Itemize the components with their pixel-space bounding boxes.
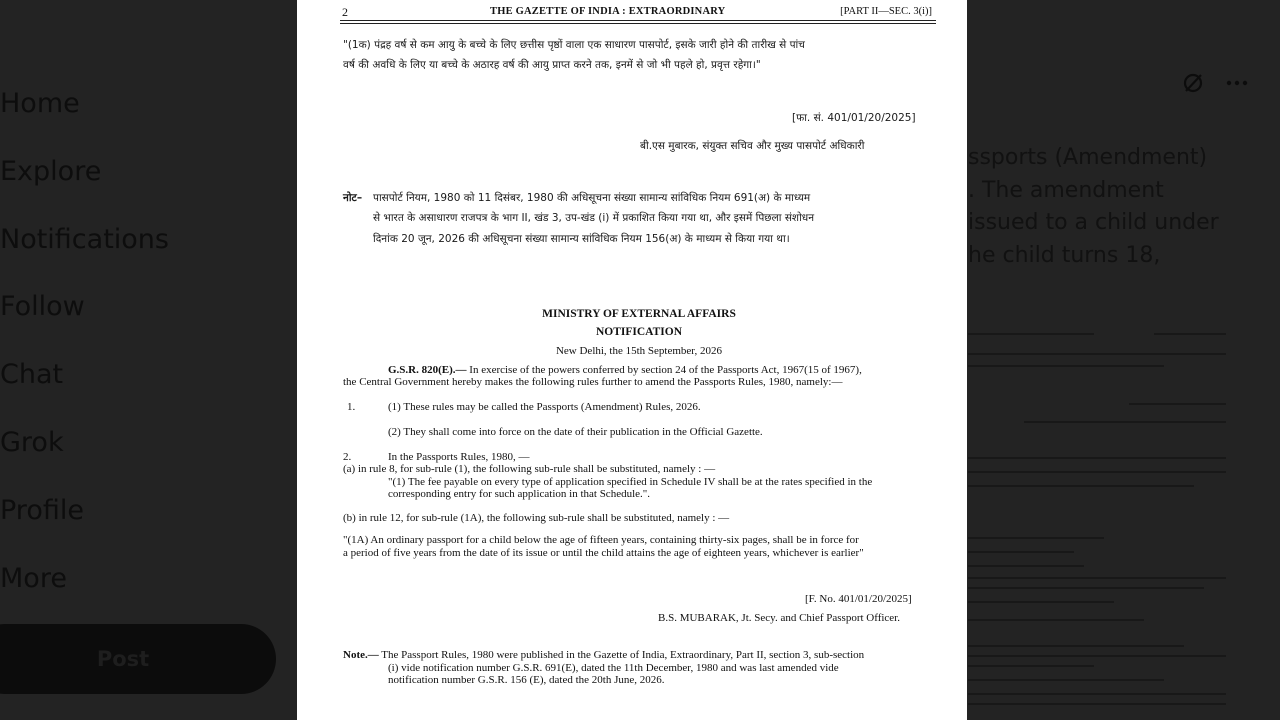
gsr-number: G.S.R. 820(E).— (388, 364, 467, 376)
post-text-line: issued to a child under (968, 210, 1219, 235)
post-image-thumbnail[interactable] (964, 320, 1234, 720)
gazette-title: THE GAZETTE OF INDIA : EXTRAORDINARY (490, 6, 726, 17)
rule-number: 1. (347, 401, 356, 413)
gazette-header (340, 5, 936, 21)
hindi-rule-text: "(1क) पंद्रह वर्ष से कम आयु के बच्चे के लिए छत्तीस पृष्ठों वाला एक साधारण पासपोर्ट, इसके जारी होने की तारीख से पांच (343, 39, 805, 51)
ministry-heading: MINISTRY OF EXTERNAL AFFAIRS (542, 308, 736, 320)
file-number: [F. No. 401/01/20/2025] (805, 593, 912, 605)
hindi-note-text: पासपोर्ट नियम, 1980 को 11 दिसंबर, 1980 की अधिसूचना संख्या सामान्य सांविधिक नियम 691(अ) के माध्यम (373, 192, 811, 204)
nav-item-explore[interactable]: Explore (0, 156, 102, 187)
rule-1-a: (1) These rules may be called the Passports (Amendment) Rules, 2026. (388, 401, 701, 413)
post-text-line: . The amendment (968, 177, 1164, 203)
gsr-text-continued: the Central Government hereby makes the following rules further to amend the Passports Rules, 1980, namely:— (343, 376, 843, 388)
note-label: Note.— (343, 649, 379, 661)
note-text: The Passport Rules, 1980 were published in the Gazette of India, Extraordinary, Part II, section 3, sub-section (378, 649, 865, 661)
gazette-document (297, 0, 967, 720)
hindi-note-text: से भारत के असाधारण राजपत्र के भाग II, खंड 3, उप-खंड (i) में प्रकाशित किया गया था, और इसमें पिछला संशोधन (373, 212, 815, 224)
post-text (968, 142, 1280, 272)
hindi-note-label: नोट– (343, 192, 363, 204)
rule-2-a-quote: "(1) The fee payable on every type of application specified in Schedule IV shall be at the rates specified in the (388, 476, 873, 488)
note-paragraph (343, 649, 864, 661)
rule-1-b: (2) They shall come into force on the date of their publication in the Official Gazette. (388, 426, 763, 438)
hindi-file-number: [फा. सं. 401/01/20/2025] (792, 112, 916, 124)
rule-2-b-quote: a period of five years from the date of its issue or until the child attains the age of eighteen years, whichever is earlier" (343, 547, 864, 559)
post-actions (1180, 70, 1250, 96)
page-number: 2 (342, 5, 348, 19)
rule-2-a: (a) in rule 8, for sub-rule (1), the following sub-rule shall be substituted, namely : — (343, 463, 716, 475)
hindi-rule-text: वर्ष की अवधि के लिए या बच्चे के अठारह वर्ष की आयु प्राप्त करने तक, इनमें से जो भी पहले हो, प्रवृत्त रहेगा।" (343, 59, 761, 71)
note-text: (i) vide notification number G.S.R. 691(E), dated the 11th December, 1980 and was last amended vide (388, 662, 839, 674)
header-rule (340, 23, 936, 24)
rule-2-a-quote: corresponding entry for such application in that Schedule.". (388, 488, 651, 500)
place-date: New Delhi, the 15th September, 2026 (555, 345, 723, 357)
nav-item-home[interactable]: Home (0, 88, 80, 119)
rule-2-b-quote: "(1A) An ordinary passport for a child below the age of fifteen years, containing thirty-six pages, shall be in force for (343, 534, 859, 546)
gsr-text: In exercise of the powers conferred by section 24 of the Passports Act, 1967(15 of 1967), (466, 364, 862, 376)
nav-item-more[interactable]: More (0, 563, 67, 594)
rule-number: 2. (343, 451, 352, 463)
gazette-part: [PART II—SEC. 3(i)] (840, 6, 932, 17)
hindi-note-text: दिनांक 20 जून, 2026 की अधिसूचना संख्या सामान्य सांविधिक नियम 156(अ) के माध्यम से किया गया था। (373, 233, 790, 245)
post-text-line: ssports (Amendment) (968, 145, 1208, 170)
nav-item-grok[interactable]: Grok (0, 427, 64, 458)
nav-item-follow[interactable]: Follow (0, 291, 85, 322)
nav-item-notifications[interactable]: Notifications (0, 224, 169, 255)
nav-item-chat[interactable]: Chat (0, 359, 64, 390)
rule-2-b: (b) in rule 12, for sub-rule (1A), the following sub-rule shall be substituted, namely : — (343, 512, 730, 524)
more-options-icon[interactable] (1224, 70, 1250, 96)
gsr-paragraph (388, 364, 862, 376)
post-button[interactable]: Post (0, 624, 276, 694)
grok-icon[interactable] (1180, 70, 1206, 96)
note-text: notification number G.S.R. 156 (E), dated the 20th June, 2026. (388, 674, 665, 686)
post-text-line: he child turns 18, (968, 242, 1161, 268)
nav-item-profile[interactable]: Profile (0, 495, 84, 526)
rule-2-head: In the Passports Rules, 1980, — (388, 451, 530, 463)
signatory: B.S. MUBARAK, Jt. Secy. and Chief Passport Officer. (658, 612, 900, 624)
hindi-signatory: बी.एस मुबारक, संयुक्त सचिव और मुख्य पासपोर्ट अधिकारी (640, 140, 865, 152)
notification-heading: NOTIFICATION (595, 326, 683, 338)
thumbnail-text-blur (964, 320, 1234, 720)
